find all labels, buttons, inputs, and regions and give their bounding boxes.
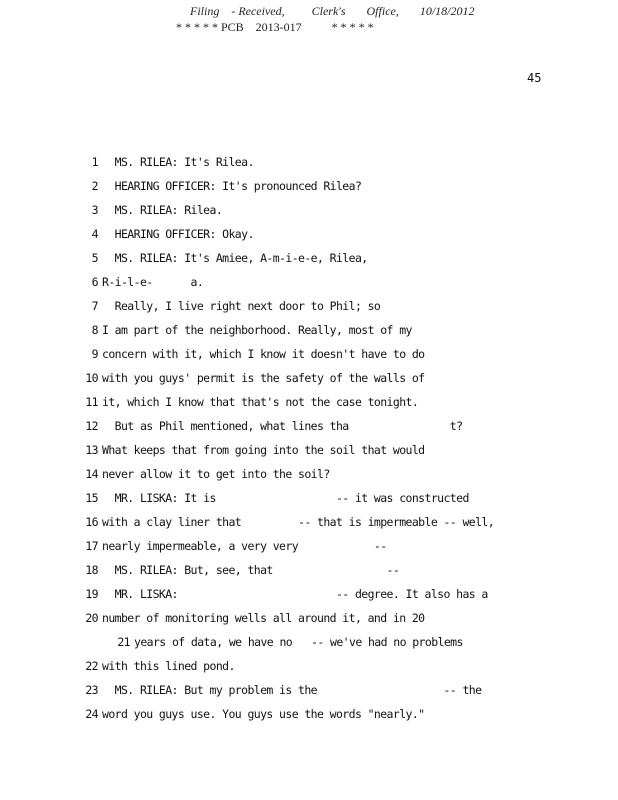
line-text: But as Phil mentioned, what lines tha t? <box>102 419 463 433</box>
transcript-line <box>78 251 368 265</box>
line-number: 15 <box>85 491 98 505</box>
transcript-line <box>78 443 425 457</box>
line-number: 14 <box>85 467 98 481</box>
line-text: MR. LISKA: -- degree. It also has a <box>102 587 488 601</box>
line-text: R-i-l-e- a. <box>102 275 204 289</box>
transcript-line <box>110 635 463 649</box>
line-text: Really, I live right next door to Phil; so <box>102 299 381 313</box>
line-number: 2 <box>91 179 98 193</box>
transcript-line <box>78 227 254 241</box>
line-text: years of data, we have no -- we've had no problems <box>134 635 463 649</box>
transcript-line <box>78 299 380 313</box>
page-number: 45 <box>527 71 542 85</box>
transcript-line <box>78 659 235 673</box>
line-text: MS. RILEA: But my problem is the -- the <box>102 683 482 697</box>
transcript-line <box>78 395 418 409</box>
line-text: MS. RILEA: But, see, that -- <box>102 563 400 577</box>
transcript-line <box>78 323 412 337</box>
line-text: concern with it, which I know it doesn't have to do <box>102 347 425 361</box>
line-text: number of monitoring wells all around it, and in 20 <box>102 611 425 625</box>
line-number: 7 <box>91 299 98 313</box>
line-number: 4 <box>91 227 98 241</box>
line-text: HEARING OFFICER: It's pronounced Rilea? <box>102 179 362 193</box>
filing-header-line: Filing - Received, Clerk's Office, 10/18/2012 <box>190 4 475 18</box>
line-number: 19 <box>85 587 98 601</box>
transcript-line <box>78 587 488 601</box>
transcript-line <box>78 347 425 361</box>
line-text: What keeps that from going into the soil that would <box>102 443 425 457</box>
line-number: 6 <box>91 275 98 289</box>
transcript-line <box>78 563 399 577</box>
line-number: 3 <box>91 203 98 217</box>
line-number: 17 <box>85 539 98 553</box>
transcript-line <box>78 203 222 217</box>
line-number: 1 <box>91 155 98 169</box>
transcript-line <box>78 155 254 169</box>
line-text: MR. LISKA: It is -- it was constructed <box>102 491 469 505</box>
pcb-header-line: * * * * * PCB 2013-017 * * * * * <box>176 20 374 34</box>
line-text: it, which I know that that's not the case tonight. <box>102 395 419 409</box>
line-number: 18 <box>85 563 98 577</box>
line-number: 12 <box>85 419 98 433</box>
line-text: I am part of the neighborhood. Really, most of my <box>102 323 412 337</box>
transcript-line <box>78 179 361 193</box>
line-number: 8 <box>91 323 98 337</box>
line-text: never allow it to get into the soil? <box>102 467 330 481</box>
line-number: 21 <box>117 635 130 649</box>
line-number: 10 <box>85 371 98 385</box>
transcript-line <box>78 491 469 505</box>
line-number: 9 <box>91 347 98 361</box>
line-text: with you guys' permit is the safety of the walls of <box>102 371 425 385</box>
line-text: with this lined pond. <box>102 659 235 673</box>
transcript-line <box>78 419 462 433</box>
line-number: 20 <box>85 611 98 625</box>
transcript-line <box>78 707 425 721</box>
line-number: 23 <box>85 683 98 697</box>
transcript-line <box>78 611 425 625</box>
line-text: nearly impermeable, a very very -- <box>102 539 387 553</box>
line-text: HEARING OFFICER: Okay. <box>102 227 254 241</box>
line-number: 22 <box>85 659 98 673</box>
line-number: 5 <box>91 251 98 265</box>
line-text: MS. RILEA: Rilea. <box>102 203 223 217</box>
line-number: 24 <box>85 707 98 721</box>
transcript-line <box>78 467 330 481</box>
line-text: with a clay liner that -- that is impermeable -- well, <box>102 515 495 529</box>
transcript-line <box>78 539 387 553</box>
transcript-line <box>78 371 425 385</box>
transcript-line <box>78 275 203 289</box>
line-text: word you guys use. You guys use the words "nearly." <box>102 707 425 721</box>
line-number: 11 <box>85 395 98 409</box>
line-text: MS. RILEA: It's Rilea. <box>102 155 254 169</box>
transcript-line <box>78 515 494 529</box>
line-text: MS. RILEA: It's Amiee, A-m-i-e-e, Rilea, <box>102 251 368 265</box>
line-number: 13 <box>85 443 98 457</box>
line-number: 16 <box>85 515 98 529</box>
transcript-line <box>78 683 481 697</box>
